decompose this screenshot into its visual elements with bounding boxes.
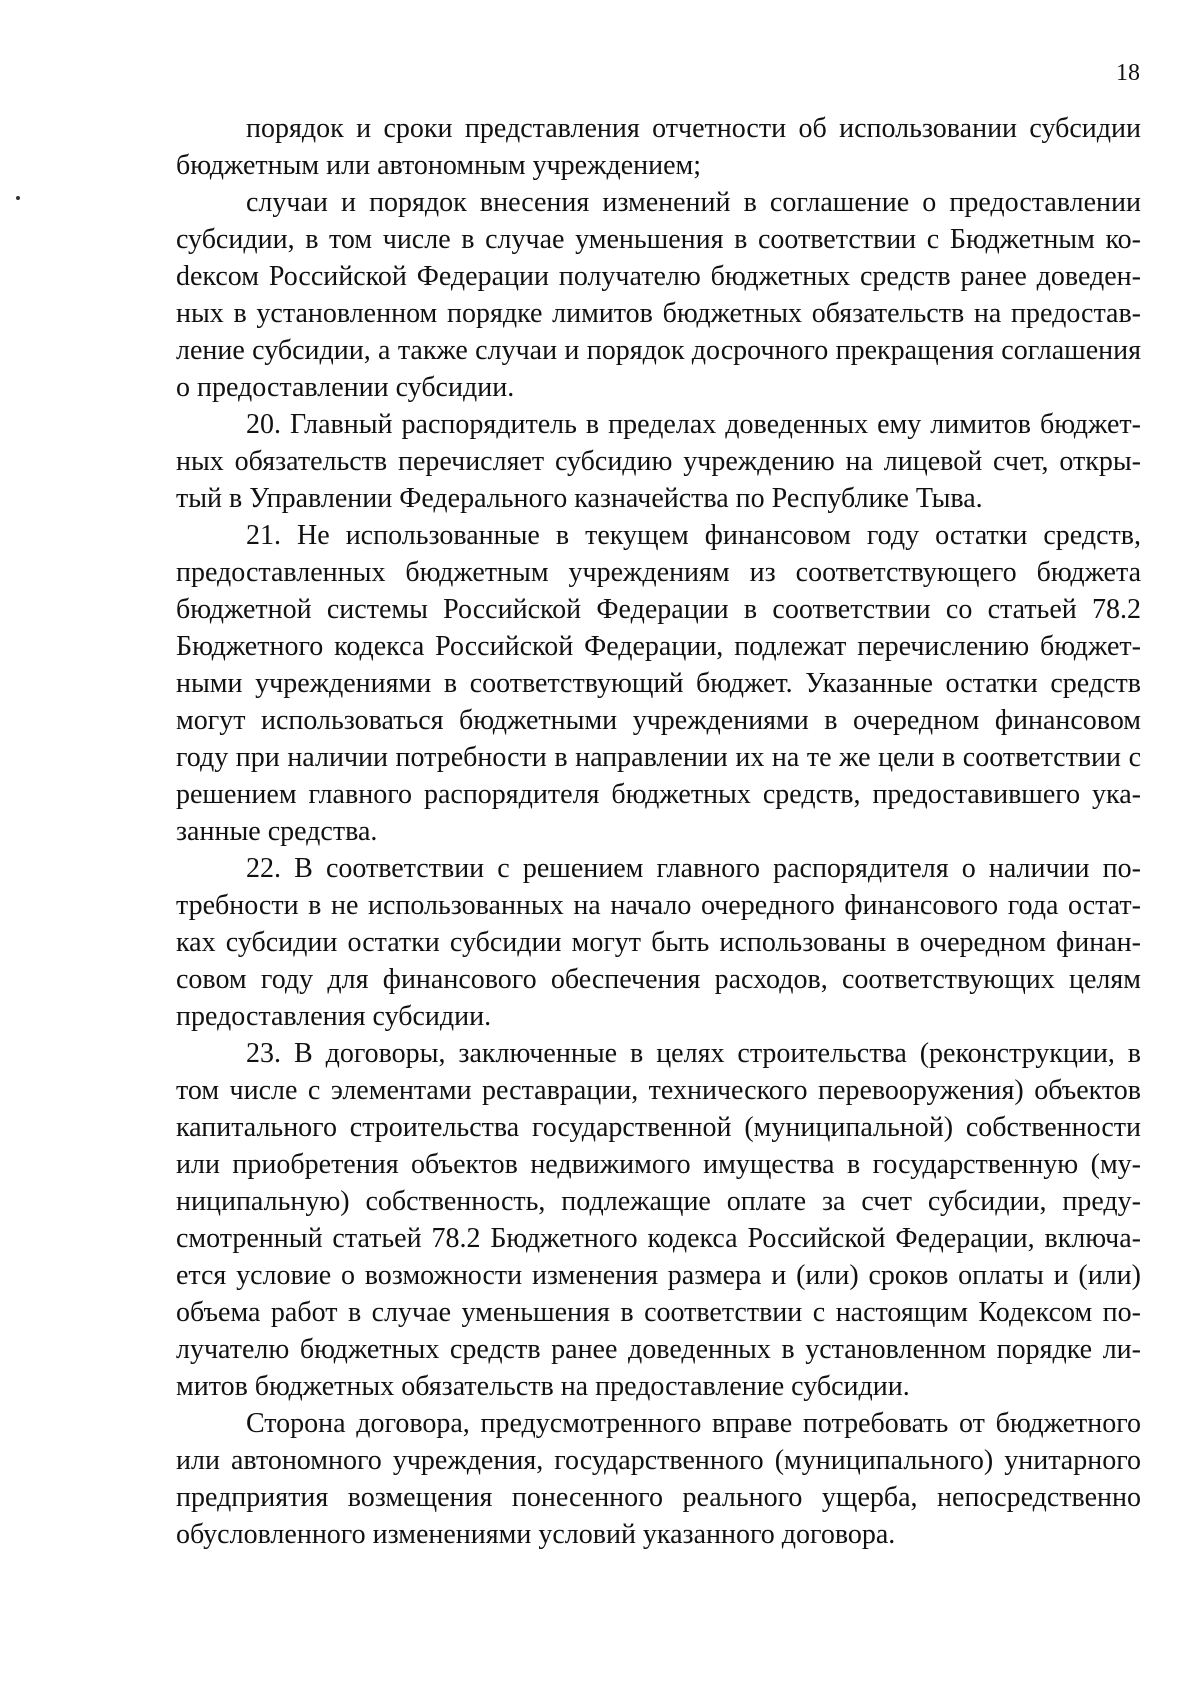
paragraph-20: 20. Главный распорядитель в пределах доведенных ему лимитов бюджетных обязательств перечисляет субсидию учреждению на лицевой счет, открытый в Управлении Федерального казначейства по Республике Тыва. xyxy=(176,409,1141,514)
document-body xyxy=(176,110,1141,1553)
paragraph-22: 22. В соответствии с решением главного распорядителя о наличии потребности в не использованных на начало очередного финансового года остатках субсидии остатки субсидии могут быть использованы в очередном финансовом году для финансового обеспечения расходов, соответствующих целям предоставления субсидии. xyxy=(176,853,1141,1032)
page-number: 18 xyxy=(1116,60,1140,86)
paragraph-contract-party: Сторона договора, предусмотренного вправе потребовать от бюджетного или автономного учреждения, государственного (муниципального) унитарного предприятия возмещения понесенного реального ущерба, непосредственно обусловленного изменениями условий указанного договора. xyxy=(176,1408,1141,1550)
scan-speck xyxy=(16,196,20,200)
paragraph-21: 21. Не использованные в текущем финансовом году остатки средств, предоставленных бюджетным учреждениям из соответствующего бюджета бюджетной системы Российской Федерации в соответствии со статьей 78.2 Бюджетного кодекса Российской Федерации, подлежат перечислению бюджетными учреждениями в соответствующий бюджет. Указанные остатки средств могут использоваться бюджетными учреждениями в очередном финансовом году при наличии потребности в направлении их на те же цели в соответствии с решением главного распорядителя бюджетных средств, предоставившего указанные средства. xyxy=(176,520,1141,847)
paragraph-agreement-changes: случаи и порядок внесения изменений в соглашение о предоставлении субсидии, в том числе в случае уменьшения в соответствии с Бюджетным коdексом Российской Федерации получателю бюджетных средств ранее доведенных в установленном порядке лимитов бюджетных обязательств на предоставление субсидии, а также случаи и порядок досрочного прекращения соглашения о предоставлении субсидии. xyxy=(176,187,1141,403)
paragraph-23: 23. В договоры, заключенные в целях строительства (реконструкции, в том числе с элементами реставрации, технического перевооружения) объектов капитального строительства государственной (муниципальной) собственности или приобретения объектов недвижимого имущества в государственную (муниципальную) собственность, подлежащие оплате за счет субсидии, предусмотренный статьей 78.2 Бюджетного кодекса Российской Федерации, включается условие о возможности изменения размера и (или) сроков оплаты и (или) объема работ в случае уменьшения в соответствии с настоящим Кодексом получателю бюджетных средств ранее доведенных в установленном порядке лимитов бюджетных обязательств на предоставление субсидии. xyxy=(176,1038,1141,1402)
paragraph-reporting-procedure: порядок и сроки представления отчетности об использовании субсидии бюджетным или автономным учреждением; xyxy=(176,113,1141,181)
